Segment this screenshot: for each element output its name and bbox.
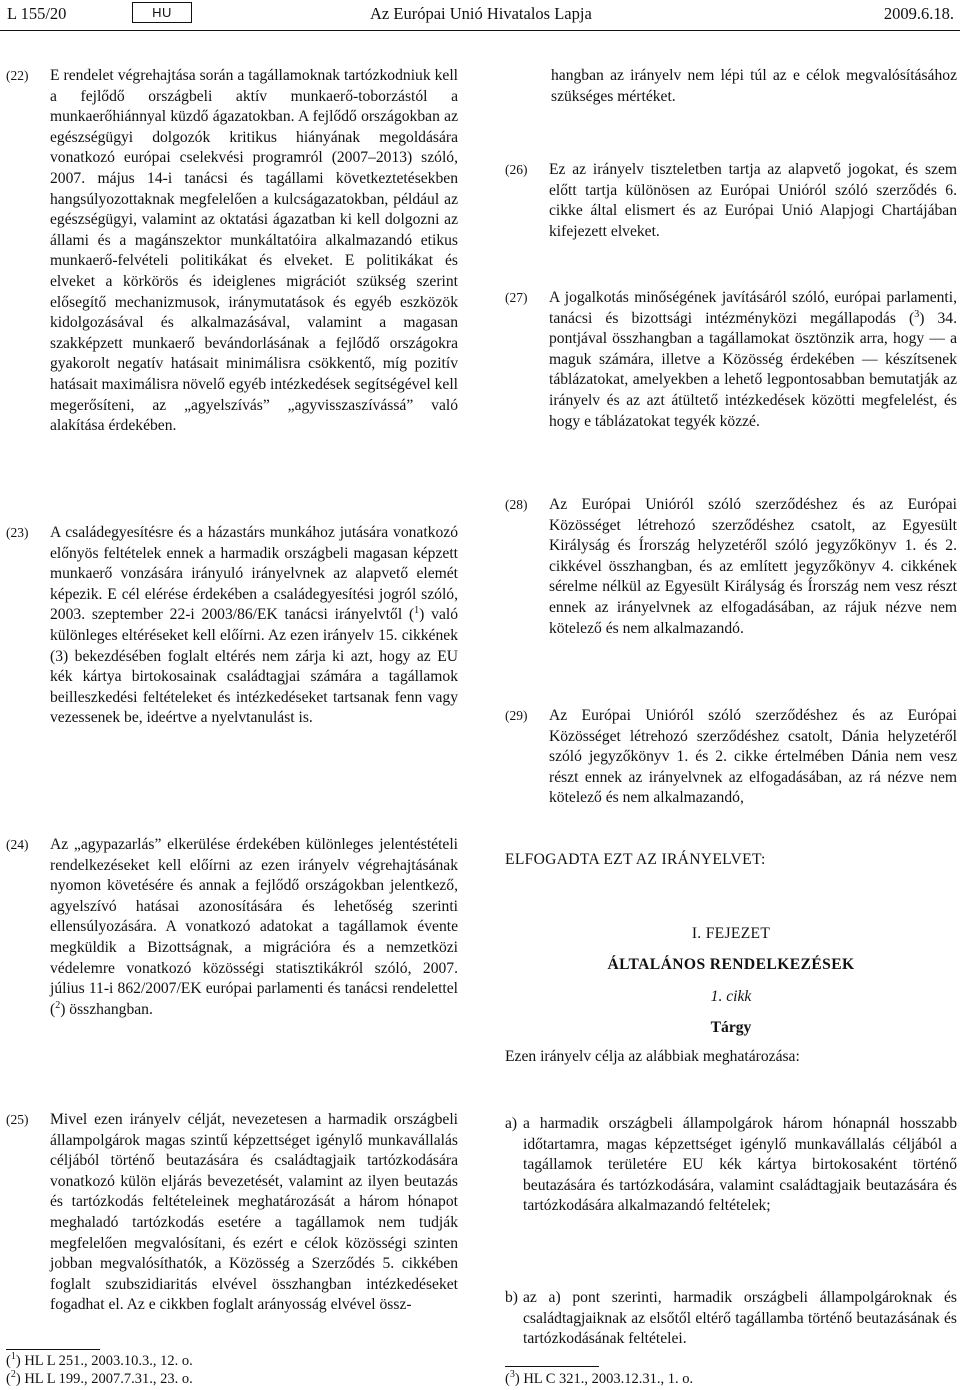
list-item-label: b) <box>505 1289 518 1306</box>
list-item-text: a harmadik országbeli állampolgárok három hónapnál hosszabb időtartamra, magas képzettséget igénylő munkavállalás céljából a tagállamok területére EU kék kártya birtokosaként történő beutazására és tartózkodására, valamint családtagjaik beutazására és tartózkodására alkalmazandó feltételek; <box>523 1115 957 1215</box>
list-item-a <box>505 1114 957 1217</box>
footnote-3: ($^3$) HL C 321., 2003.12.31., 1. o. <box>505 1369 694 1387</box>
footnote-2: ($^2$) HL L 199., 2007.7.31., 23. o. <box>6 1369 193 1387</box>
recital-number: (28) <box>505 497 528 512</box>
recital-number: (25) <box>6 1112 29 1127</box>
recital-text: Az „agypazarlás” elkerülése érdekében különleges jelentéstételi rendelkezéseket kell előírni az ezen irányelv végrehajtásának nyomon követésére és annak a fejlődő országokban jelentkező, agyelszívó hatásai azonosítására és lehetőség szerinti ellensúlyozására. A vonatkozó adatokat a tagállamok évente megküldik a Bizottságnak, a migrációra és a nemzetközi védelemre vonatkozó közösségi statisztikákról szóló, 2007. július 11-i 862/2007/EK európai parlamenti és tanácsi rendelettel ($^2$) összhangban. <box>50 836 458 1018</box>
recital-28 <box>505 495 957 639</box>
recital-number: (23) <box>6 525 29 540</box>
recital-25 <box>6 1110 458 1316</box>
recital-26 <box>505 160 957 242</box>
list-item-label: a) <box>505 1115 518 1132</box>
header-rule <box>0 30 960 31</box>
recital-27 <box>505 288 957 432</box>
footnote-rule <box>505 1366 599 1367</box>
recital-22 <box>6 66 458 437</box>
recital-text: Az Európai Unióról szóló szerződéshez és az Európai Közösséget létrehozó szerződéshez csatolt, Dánia helyzetéről szóló jegyzőkönyv 1. és 2. cikke értelmében Dánia nem vesz részt ennek az irányelvnek az elfogadásában, az rá nézve nem kötelező és nem alkalmazandó, <box>549 707 957 807</box>
page-header <box>0 0 960 30</box>
article-title: Tárgy <box>710 1019 752 1036</box>
journal-title: Az Európai Unió Hivatalos Lapja <box>370 4 592 23</box>
recital-29 <box>505 706 957 809</box>
recital-25-continued: hangban az irányelv nem lépi túl az e célok megvalósításához szükséges mértéket. <box>551 67 957 105</box>
language-badge: HU <box>132 2 192 23</box>
recital-number: (27) <box>505 290 528 305</box>
article-number: 1. cikk <box>710 988 752 1005</box>
footnote-ref: 2 <box>55 999 61 1011</box>
recital-number: (22) <box>6 68 29 83</box>
chapter-heading: I. FEJEZET <box>691 925 771 942</box>
recital-text: A családegyesítésre és a házastárs munkához jutására vonatkozó előnyös feltételek ennek a harmadik országbeli magasan képzett munkaerő vonzására irányuló irányelvnek az alapvető elemét képezik. E cél elérése érdekében a családegyesítési jogról szóló, 2003. szeptember 22-i 2003/86/EK tanácsi irányelvtől ($^1$) való különleges eltéréseket kell előírni. Az ezen irányelv 15. cikkének (3) bekezdésében foglalt eltérés nem zárja ki azt, hogy az EU kék kártya birtokosainak családtagjai számára a tagállamok beilleszkedési feltételeket és intézkedéseket tartsanak fenn vagy vezessenek be, ideértve a nyelvtanulást is. <box>50 524 458 727</box>
footnote-ref: 3 <box>914 308 920 320</box>
recital-text: Mivel ezen irányelv célját, nevezetesen a harmadik országbeli állampolgárok magas szintű képzettséget igénylő munkavállalás céljából történő beutazására és családtagjaik tartózkodására vonatkozó külön eljárás bevezetését, valamint az ilyen beutazás és tartózkodás feltételeinek meghatározását a három hónapot meghaladó tartózkodás esetére a tagállamok nem tudják megfelelően megvalósítani, és ezért e célok közösségi szinten jobban megvalósíthatók, a Közösség a Szerződés 5. cikkében foglalt szubszidiaritás elvével összhangban intézkedéseket fogadhat el. Az e cikkben foglalt arányosság elvével össz- <box>50 1111 458 1314</box>
recital-text: Ez az irányelv tiszteletben tartja az alapvető jogokat, és szem előtt tartja különösen az Európai Unióról szóló szerződés 6. cikke által elismert és az Európai Unió Alapjogi Chartájában kifejezett elveket. <box>549 161 957 240</box>
publication-date: 2009.6.18. <box>883 4 954 23</box>
recital-number: (26) <box>505 162 528 177</box>
recital-number: (24) <box>6 837 29 852</box>
footnote-1: ($^1$) HL L 251., 2003.10.3., 12. o. <box>6 1351 193 1369</box>
chapter-title: ÁLTALÁNOS RENDELKEZÉSEK <box>607 956 855 973</box>
footnote-rule <box>6 1349 100 1350</box>
adoption-formula: ELFOGADTA EZT AZ IRÁNYELVET: <box>505 851 766 868</box>
article-intro: Ezen irányelv célja az alábbiak meghatározása: <box>505 1048 800 1065</box>
list-item-b <box>505 1288 957 1350</box>
page-number: L 155/20 <box>7 4 67 23</box>
recital-number: (29) <box>505 708 528 723</box>
recital-text: E rendelet végrehajtása során a tagállamoknak tartózkodniuk kell a fejlődő országbeli aktív munkaerő-toborzástól a munkaerőhiánnyal küzdő ágazatokban. A fejlődő országokban az egészségügyi dolgozók kritikus hiányának megoldására vonatkozó európai cselekvési programról (2007–2013) szóló, 2007. május 14-i tanácsi és tagállami következtetésekben hangsúlyozottaknak megfelelően a kulcságazatokban, például az egészségügyi, valamint az oktatási ágazatban ki kell dolgozni az állami és a magánszektor munkáltatóira alkalmazandó etikus munkaerő-felvételi politikákat és elveket. E politikákat és elveket a körkörös és ideiglenes migrációt szükség szerint elősegítő mechanizmusok, iránymutatások és egyéb eszközök kidolgozásával és alkalmazásával, valamint a magasan szakképzett munkaerő bevándorlásának a fejlődő országokra gyakorolt negatív hatásait minimálisra csökkentő, míg pozitív hatásait maximálisra növelő egyéb intézkedések segítségével kell megerősíteni, az „agyelszívás” „agyvisszaszívássá” való alakítása érdekében. <box>50 67 458 435</box>
recital-24 <box>6 835 458 1020</box>
list-item-text: az a) pont szerinti, harmadik országbeli állampolgároknak és családtagjaiknak az elsőtől eltérő tagállamba történő beutazásának és tartózkodásának feltételei. <box>523 1289 957 1348</box>
recital-text: A jogalkotás minőségének javításáról szóló, európai parlamenti, tanácsi és bizottsági intézményközi megállapodás ($^3$) 34. pontjával összhangban a tagállamokat ösztönzik arra, hogy — a maguk számára, illetve a Közösség érdekében — készítsenek táblázatokat, amelyekben a lehető legpontosabban bemutatják az irányelv és az azt átültető intézkedések közötti megfelelést, és hogy e táblázatokat tegyék közzé. <box>549 289 957 430</box>
recital-text: Az Európai Unióról szóló szerződéshez és az Európai Közösséget létrehozó szerződéshez csatolt, az Egyesült Királyság és Írország helyzetéről szóló jegyzőkönyv 1. és 2. cikkével összhangban, és az említett jegyzőkönyv 4. cikkének sérelme nélkül az Egyesült Királyság és Írország nem vesz részt ennek az irányelvnek az elfogadásában, az rájuk nézve nem kötelező és nem alkalmazandó. <box>549 496 957 637</box>
recital-23 <box>6 523 458 729</box>
footnote-ref: 1 <box>414 605 420 617</box>
